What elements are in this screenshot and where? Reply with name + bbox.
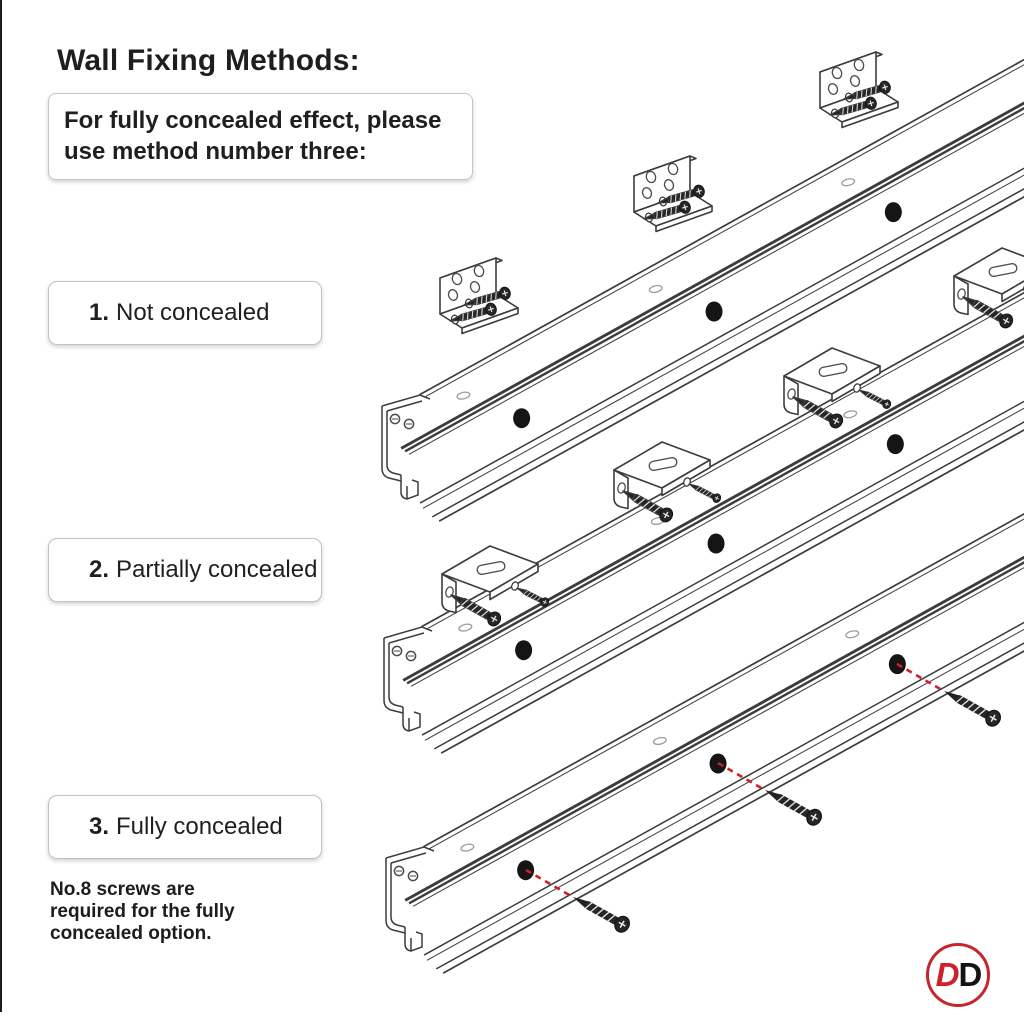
method-box-fully-concealed: [48, 795, 322, 859]
page-title: Wall Fixing Methods:: [57, 44, 360, 77]
method-label: Not concealed: [116, 299, 270, 326]
dd-logo: [926, 943, 990, 1007]
concealed-screw-3: [940, 684, 1003, 729]
screw-note-line3: concealed option.: [50, 923, 212, 944]
method-box-not-concealed: [48, 281, 322, 345]
l-bracket-2: [634, 156, 712, 232]
method-box-partially-concealed: [48, 538, 322, 602]
method-label: Fully concealed: [116, 813, 283, 840]
method-label: Partially concealed: [116, 556, 318, 583]
method-number: 3.: [89, 813, 110, 840]
logo-letter-d1: D: [935, 956, 958, 993]
concealed-screw-1: [569, 890, 632, 935]
screw-note-line1: No.8 screws are: [50, 879, 195, 900]
method-number: 2.: [89, 556, 110, 583]
info-box-line2: use method number three:: [64, 138, 367, 165]
rail-track-method3: [342, 410, 1024, 992]
method-number: 1.: [89, 299, 110, 326]
clamp-bracket-1: [442, 546, 550, 628]
concealed-screw-2: [761, 783, 824, 828]
info-box-line1: For fully concealed effect, please: [64, 107, 442, 134]
screw-note-line2: required for the fully: [50, 901, 235, 922]
l-bracket-3: [820, 52, 898, 128]
info-box: [48, 93, 473, 180]
screw-note: [50, 879, 235, 945]
logo-letter-d2: D: [958, 956, 981, 993]
screw-guide-lines: [526, 664, 942, 896]
l-bracket-1: [440, 258, 518, 334]
